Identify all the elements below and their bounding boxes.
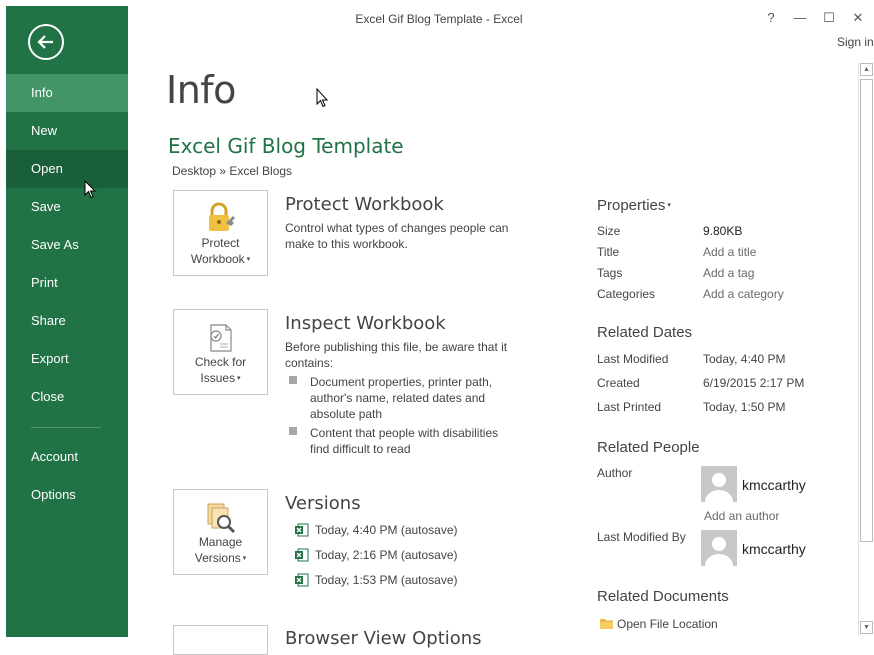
prop-size-label: Size <box>597 224 621 238</box>
manage-versions-button[interactable] <box>173 489 268 575</box>
version-item[interactable]: Today, 1:53 PM (autosave) <box>295 572 458 588</box>
excel-file-icon <box>295 523 309 537</box>
open-file-location-link[interactable]: Open File Location <box>600 617 718 631</box>
folder-icon <box>600 617 614 630</box>
avatar[interactable] <box>701 530 737 566</box>
document-path: Desktop » Excel Blogs <box>172 164 293 178</box>
nav-save-as[interactable]: Save As <box>31 237 79 252</box>
dropdown-caret-icon: ▾ <box>665 202 671 209</box>
last-printed-value: Today, 1:50 PM <box>703 400 786 414</box>
bullet-marker <box>289 427 297 435</box>
prop-categories-label: Categories <box>597 287 656 301</box>
person-icon <box>701 466 737 502</box>
protect-heading: Protect Workbook <box>285 194 444 215</box>
nav-save[interactable]: Save <box>31 199 61 214</box>
document-title: Excel Gif Blog Template <box>168 134 404 158</box>
vertical-scrollbar[interactable] <box>858 63 874 636</box>
back-button[interactable] <box>28 24 64 60</box>
protect-button-line2: Workbook ▾ <box>190 252 251 266</box>
person-icon <box>701 530 737 566</box>
prop-tags-label: Tags <box>597 266 623 280</box>
backstage-sidebar <box>6 6 128 637</box>
inspect-heading: Inspect Workbook <box>285 313 446 334</box>
dropdown-caret-icon: ▾ <box>240 555 247 562</box>
check-for-issues-button[interactable] <box>173 309 268 395</box>
browser-view-options-button[interactable] <box>173 625 268 655</box>
browser-view-section <box>160 620 540 649</box>
add-author-link[interactable]: Add an author <box>704 509 780 523</box>
related-dates-heading: Related Dates <box>597 324 693 341</box>
scroll-thumb[interactable] <box>860 79 873 542</box>
nav-options[interactable]: Options <box>31 487 76 502</box>
sign-in-link[interactable]: Sign in <box>837 35 874 49</box>
add-category-field[interactable]: Add a category <box>703 287 784 301</box>
minimize-button[interactable]: — <box>793 10 807 25</box>
avatar[interactable] <box>701 466 737 502</box>
nav-print[interactable]: Print <box>31 275 58 290</box>
related-documents-heading: Related Documents <box>597 588 729 605</box>
lock-icon <box>202 201 238 237</box>
nav-info[interactable]: Info <box>6 74 128 112</box>
nav-open[interactable]: Open <box>6 150 128 188</box>
version-item[interactable]: Today, 2:16 PM (autosave) <box>295 547 458 563</box>
versions-heading: Versions <box>285 493 361 514</box>
page-title: Info <box>166 68 236 112</box>
protect-description: Control what types of changes people can make to this workbook. <box>285 221 509 251</box>
inspect-document-icon <box>202 320 238 356</box>
mouse-pointer-icon <box>316 88 329 108</box>
bullet-marker <box>289 376 297 384</box>
nav-account[interactable]: Account <box>31 449 78 464</box>
excel-file-icon <box>295 548 309 562</box>
dropdown-caret-icon: ▾ <box>235 375 241 382</box>
author-name[interactable]: kmccarthy <box>742 477 806 493</box>
maximize-button[interactable]: ☐ <box>823 10 835 25</box>
scroll-down-icon[interactable]: ▼ <box>860 621 873 634</box>
protect-workbook-button[interactable] <box>173 190 268 276</box>
related-people-heading: Related People <box>597 439 700 456</box>
nav-export[interactable]: Export <box>31 351 69 366</box>
properties-heading[interactable]: Properties ▾ <box>597 197 671 214</box>
created-label: Created <box>597 376 640 390</box>
inspect-bullet-1: Document properties, printer path, author's name, related dates and absolute path <box>310 375 493 421</box>
manage-versions-line1: Manage <box>198 535 243 549</box>
inspect-description: Before publishing this file, be aware that it contains: <box>285 340 508 370</box>
manage-versions-line2: Versions ▾ <box>194 551 247 565</box>
prop-title-label: Title <box>597 245 620 259</box>
scroll-up-icon[interactable]: ▲ <box>860 63 873 76</box>
add-title-field[interactable]: Add a title <box>703 245 757 259</box>
last-modified-by-label: Last Modified By <box>597 530 686 544</box>
window-title: Excel Gif Blog Template - Excel <box>355 12 523 26</box>
nav-new[interactable]: New <box>31 123 58 138</box>
prop-size-value: 9.80KB <box>703 224 743 238</box>
author-label: Author <box>597 466 633 480</box>
created-value: 6/19/2015 2:17 PM <box>703 376 805 390</box>
dropdown-caret-icon: ▾ <box>244 256 251 263</box>
mouse-cursor-icon <box>84 180 96 199</box>
nav-divider <box>31 427 101 428</box>
nav-share[interactable]: Share <box>31 313 66 328</box>
versions-icon <box>202 500 238 536</box>
check-issues-line1: Check for <box>194 355 247 369</box>
version-item[interactable]: Today, 4:40 PM (autosave) <box>295 522 458 538</box>
last-modified-by-name[interactable]: kmccarthy <box>742 541 806 557</box>
back-arrow-icon <box>36 32 56 52</box>
check-issues-line2: Issues ▾ <box>200 371 241 385</box>
last-printed-label: Last Printed <box>597 400 662 414</box>
last-modified-value: Today, 4:40 PM <box>703 352 786 366</box>
browser-view-heading: Browser View Options <box>285 628 482 649</box>
add-tag-field[interactable]: Add a tag <box>703 266 755 280</box>
inspect-bullet-2: Content that people with disabilities find difficult to read <box>310 426 499 456</box>
protect-button-line1: Protect <box>201 236 240 250</box>
close-window-button[interactable]: ✕ <box>852 10 864 25</box>
nav-close[interactable]: Close <box>31 389 65 404</box>
last-modified-label: Last Modified <box>597 352 669 366</box>
help-button[interactable]: ? <box>767 10 775 25</box>
excel-file-icon <box>295 573 309 587</box>
